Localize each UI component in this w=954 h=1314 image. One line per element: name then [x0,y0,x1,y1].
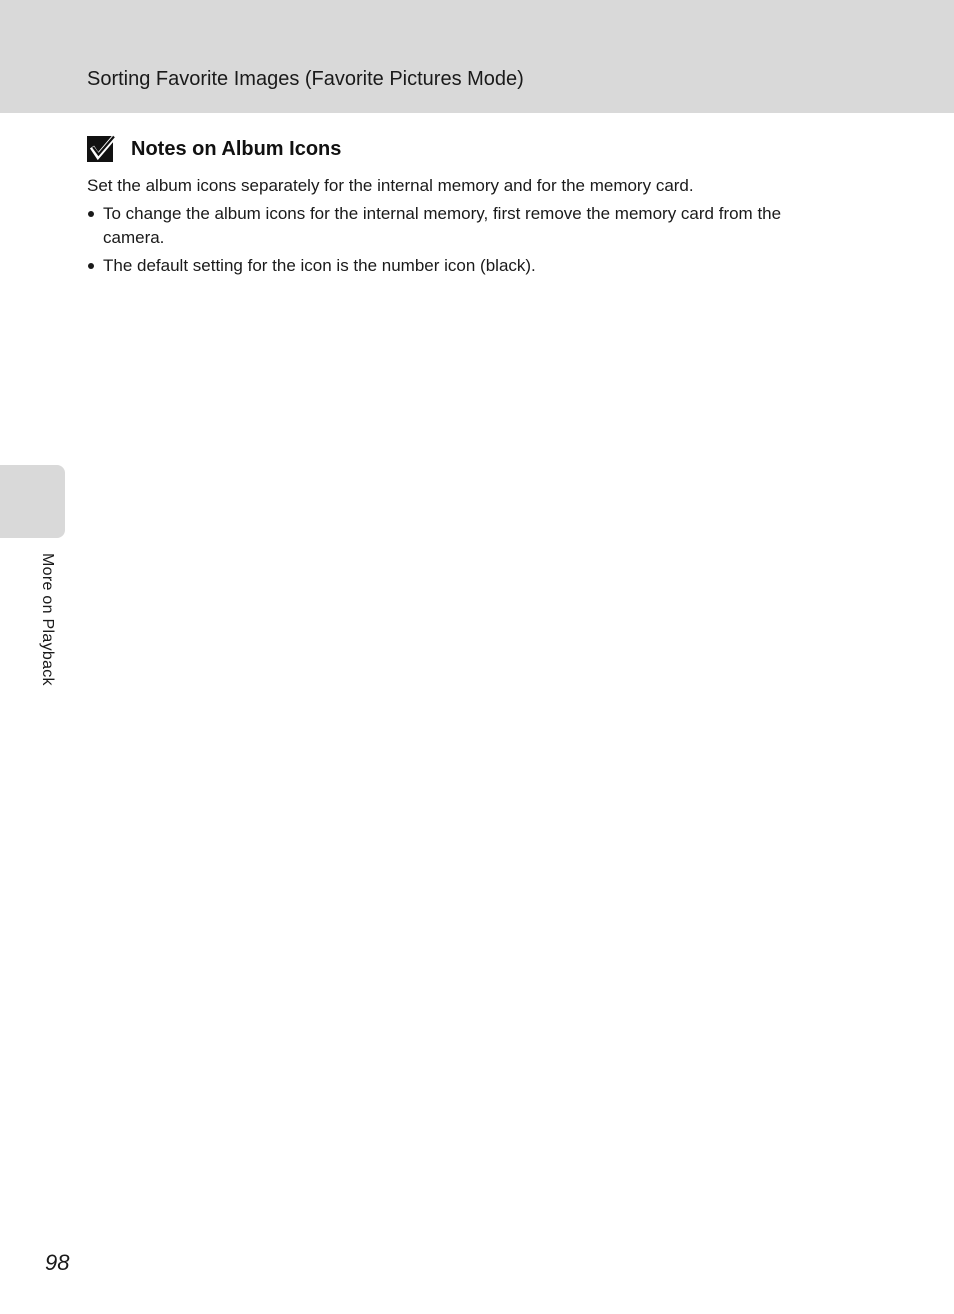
bullet-dot [88,263,94,269]
running-header-title: Sorting Favorite Images (Favorite Pictures Mode) [87,68,524,90]
page-number: 98 [45,1250,70,1275]
note-intro-text: Set the album icons separately for the internal memory and for the memory card. [87,176,694,195]
header-band [0,0,954,113]
note-title: Notes on Album Icons [131,137,342,160]
bullet-text: The default setting for the icon is the number icon (black). [103,256,536,275]
checkmark-box-icon [87,134,117,164]
list-item [87,254,847,278]
bullet-text: To change the album icons for the internal memory, first remove the memory card from the camera. [103,204,782,247]
note-bullet-list [87,202,847,282]
section-side-label: More on Playback [39,553,56,686]
list-item [87,202,847,250]
section-side-tab [0,465,65,538]
note-heading [87,133,341,165]
bullet-dot [88,211,94,217]
